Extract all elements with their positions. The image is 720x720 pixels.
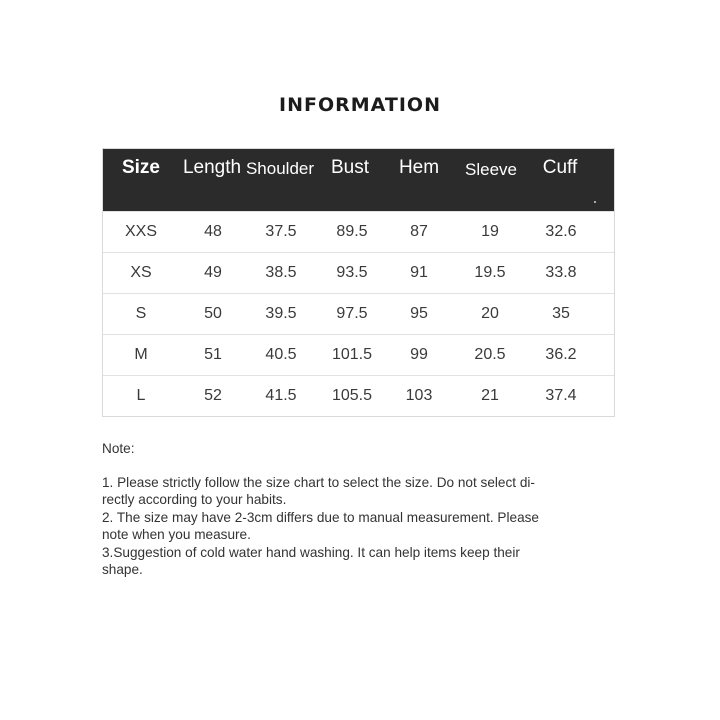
- table-row: [103, 334, 614, 375]
- cell-bust: 93.5: [336, 264, 368, 281]
- cell-sleeve: 19.5: [474, 264, 506, 281]
- cell-bust: 101.5: [331, 346, 373, 363]
- cell-length: 48: [204, 223, 222, 240]
- note-line: note when you measure.: [102, 527, 251, 542]
- cell-hem: 87: [410, 223, 428, 240]
- header-size: Size: [121, 157, 161, 178]
- cell-length: 49: [204, 264, 222, 281]
- header-length: Length: [182, 157, 242, 178]
- cell-cuff: 32.6: [545, 223, 577, 240]
- cell-length: 50: [204, 305, 222, 322]
- table-row: [103, 252, 614, 293]
- notes-section: [102, 440, 602, 579]
- cell-hem: 91: [410, 264, 428, 281]
- cell-length: 51: [204, 346, 222, 363]
- header-dot: [594, 201, 596, 203]
- cell-size: XS: [130, 264, 152, 281]
- cell-shoulder: 40.5: [265, 346, 297, 363]
- note-line: 2. The size may have 2-3cm differs due to manual measurement. Please: [102, 509, 539, 525]
- cell-bust: 89.5: [336, 223, 368, 240]
- note-line: 3.Suggestion of cold water hand washing. It can help items keep their: [102, 544, 520, 560]
- cell-shoulder: 38.5: [265, 264, 297, 281]
- cell-shoulder: 37.5: [265, 223, 297, 240]
- notes-heading: Note:: [102, 441, 135, 456]
- header-shoulder: Shoulder: [245, 159, 315, 178]
- cell-bust: 97.5: [336, 305, 368, 322]
- cell-sleeve: 19: [481, 223, 499, 240]
- cell-size: M: [134, 346, 148, 363]
- header-sleeve: Sleeve: [465, 160, 517, 179]
- cell-shoulder: 39.5: [265, 305, 297, 322]
- cell-hem: 95: [410, 305, 428, 322]
- page-title: INFORMATION: [279, 94, 441, 116]
- header-hem: Hem: [398, 157, 440, 178]
- cell-hem: 99: [410, 346, 428, 363]
- cell-size: S: [135, 305, 147, 322]
- size-chart-table: [102, 148, 615, 417]
- cell-hem: 103: [405, 387, 433, 404]
- cell-cuff: 36.2: [545, 346, 577, 363]
- cell-cuff: 35: [552, 305, 570, 322]
- cell-sleeve: 20: [481, 305, 499, 322]
- note-line: rectly according to your habits.: [102, 492, 287, 507]
- note-line: shape.: [102, 562, 143, 577]
- header-cuff: Cuff: [542, 157, 578, 178]
- cell-size: XXS: [124, 223, 157, 240]
- table-row: [103, 293, 614, 334]
- cell-bust: 105.5: [331, 387, 373, 404]
- table-header-row: [103, 149, 614, 211]
- cell-sleeve: 20.5: [474, 346, 506, 363]
- header-bust: Bust: [330, 157, 370, 178]
- table-row: [103, 211, 614, 252]
- cell-length: 52: [204, 387, 222, 404]
- cell-cuff: 33.8: [545, 264, 577, 281]
- cell-size: L: [136, 387, 146, 404]
- cell-cuff: 37.4: [545, 387, 577, 404]
- table-row: [103, 375, 614, 416]
- cell-shoulder: 41.5: [265, 387, 297, 404]
- note-line: 1. Please strictly follow the size chart to select the size. Do not select di-: [102, 474, 535, 490]
- cell-sleeve: 21: [481, 387, 499, 404]
